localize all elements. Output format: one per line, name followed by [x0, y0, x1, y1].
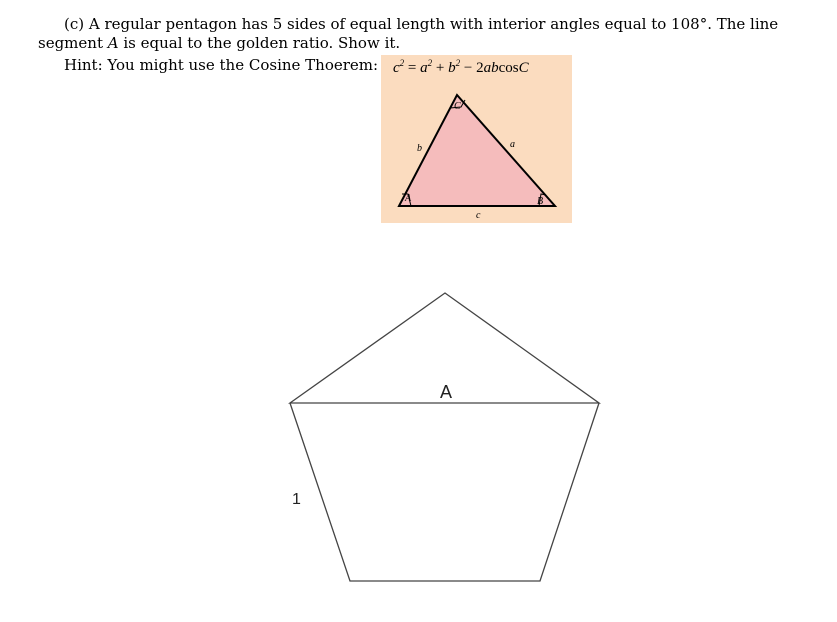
vertex-label-c: C — [454, 101, 461, 112]
segment-variable: A — [107, 34, 119, 52]
side-label-c: c — [476, 210, 481, 221]
pentagon-diagram — [270, 280, 610, 590]
problem-intro: (c) A regular pentagon has 5 sides of equal length with interior angles equal to 108°. The line segment — [38, 15, 779, 52]
problem-rest: is equal to the golden ratio. Show it. — [118, 34, 401, 52]
pentagon-lower-sides — [290, 403, 599, 581]
vertex-label-b: B — [537, 196, 544, 207]
cosine-formula: $c^2 = a^2 + b^2 - 2abcosC$ — [393, 58, 529, 76]
side-length-label: 1 — [292, 491, 301, 508]
hint-text: Hint: You might use the Cosine Thoerem: — [64, 56, 379, 74]
cosine-theorem-figure — [381, 55, 572, 223]
triangle-shape — [399, 95, 555, 206]
diagonal-label: A — [440, 382, 453, 402]
vertex-label-a: A — [405, 193, 412, 204]
side-label-a: a — [510, 139, 515, 150]
triangle-diagram — [381, 55, 572, 223]
side-label-b: b — [417, 143, 422, 154]
problem-statement — [38, 15, 828, 53]
